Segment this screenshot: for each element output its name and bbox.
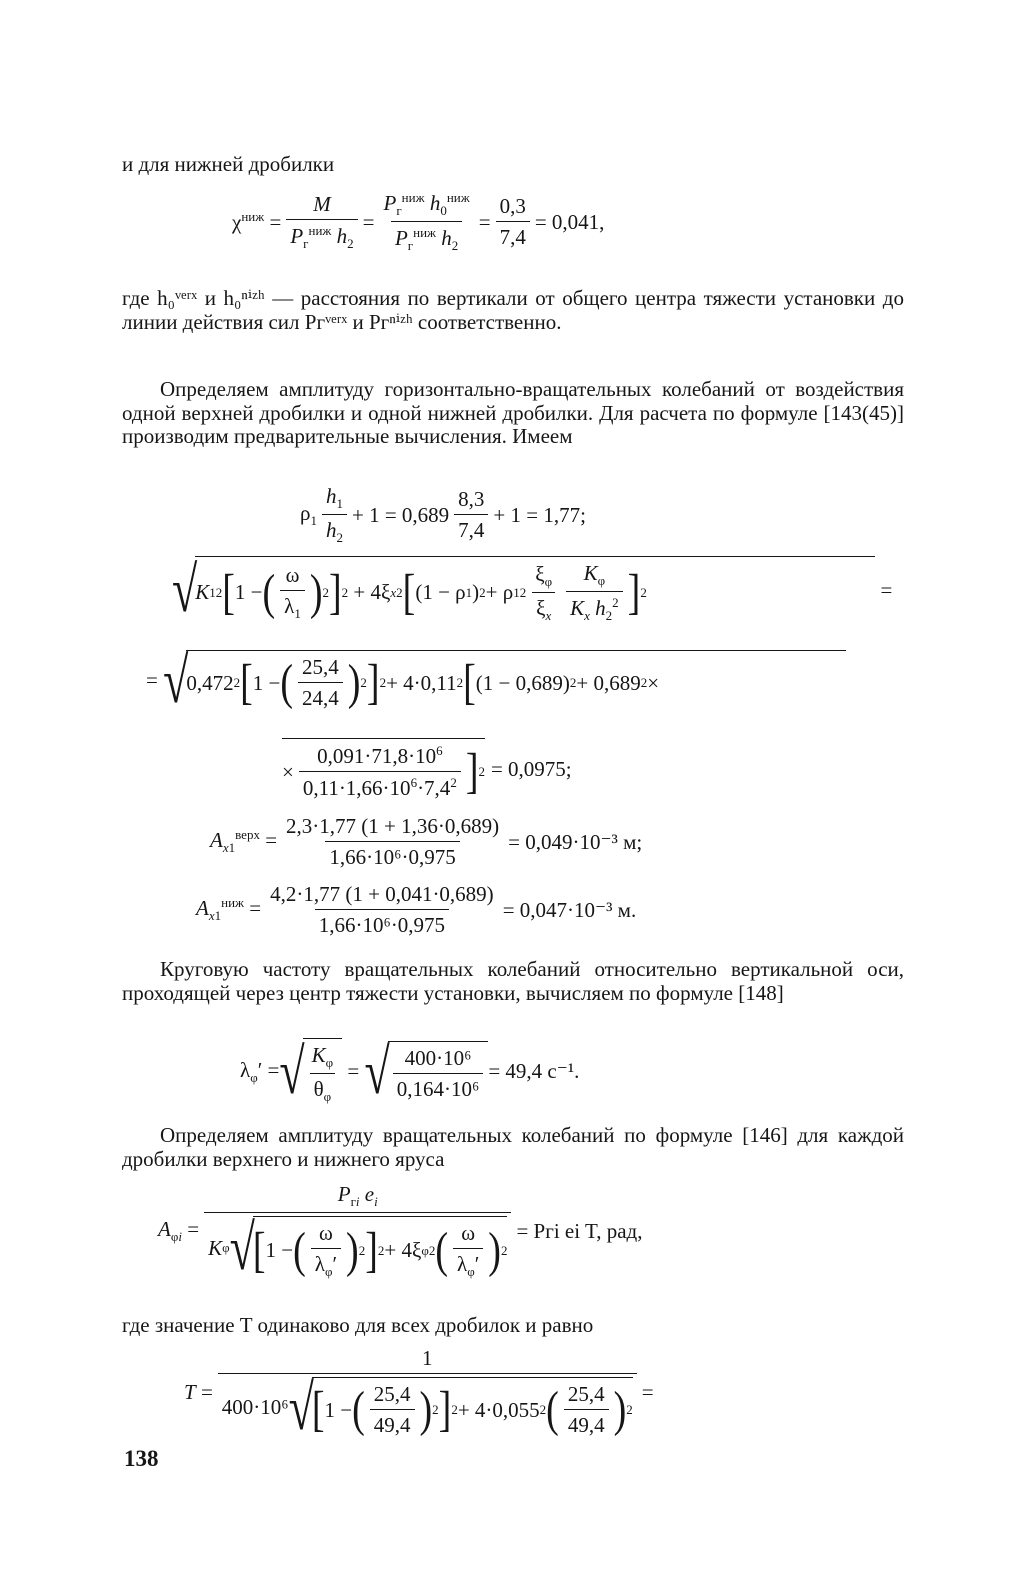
- sqrt-general-equation: √ K 1 2 [ 1 − ( $\frac{\omega}{\lambda_1}$ ) 2 ] 2 + 4ξ x 2 [ (1 − ρ 1 ) 2 + ρ 1 2 $\frac{\xi_\varphi}{\xi_x}$ $\frac{K_\varphi}{K_x h_2^2}$ ] 2 =: [172, 553, 893, 626]
- paragraph-4: где значение T одинаково для всех дробилок и равно: [122, 1313, 594, 1337]
- amplitude-rotational-equation: $A_{\varphi i}$ = $P_{гi}$ $e_i$ K φ √ [ 1 − ( $\frac{\omega}{\lambda_\varphi'}$ ) 2 ] 2 + 4ξ φ 2 ( $\frac{\omega}{\lambda_\varphi'}$ ) 2 = Pгi ei T, рад,: [158, 1182, 643, 1284]
- page-number: 138: [124, 1446, 159, 1471]
- chi-lower-equation: $\chi^{ниж}$ = $\frac{M}{P_г^{ниж} h_2}$ = $\frac{P_г^{ниж} h_0^{ниж}}{P_г^{ниж} h_2}$ = $\frac{0,3}{7,4}$ = 0,041,: [232, 190, 605, 254]
- lambda-equation: $\lambda_\varphi'$ = √ $\frac{K_\varphi}{\theta_\varphi}$ = √ $\frac{\text{400·10⁶}}{\text{0,164·10⁶}}$ = 49,4 с⁻¹.: [240, 1035, 580, 1107]
- amplitude-upper-equation: $A_{x1}^{верх}$ = $\frac{2,3\cdot 1,77 (1 + 1,36\cdot 0,689)}{\text{1,66·10⁶·0,975}}$ = 0,049·10⁻³ м;: [210, 814, 643, 869]
- intro-line: и для нижней дробилки: [122, 152, 335, 176]
- rho-equation: $\rho_1$ $\frac{h_1}{h_2}$ + 1 = 0,689 $\frac{8,3}{7,4}$ + 1 = 1,77;: [300, 484, 586, 546]
- sqrt-result: = 0,0975;: [490, 757, 572, 781]
- paragraph-3: Определяем амплитуду вращательных колебаний по формуле [146] для каждой дробилки верхнего и нижнего яруса: [122, 1123, 904, 1171]
- chi-result: = 0,041,: [534, 209, 605, 234]
- paragraph-1: Определяем амплитуду горизонтально-вращательных колебаний от воздействия одной верхней дробилки и одной нижней дробилки. Для расчета по формуле [143(45)] производим предварительные вычисления. Имеем: [122, 377, 904, 448]
- where-paragraph-1: где h₀ᵛᵉʳˣ и h₀ⁿⁱᶻʰ — расстояния по вертикали от общего центра тяжести установки до линии действия сил Pгᵛᵉʳˣ и Pгⁿⁱᶻʰ соответственно.: [122, 286, 904, 334]
- t-equation: T = 1 400·10⁶ √ [ 1 − ( $\frac{25,4}{49,4}$ ) 2 ] 2 + 4·0,055 2 ( $\frac{25,4}{49,4}$ ) 2 =: [184, 1346, 654, 1443]
- sqrt-numeric-continuation: × $\frac{0,091\cdot 71,8\cdot 10^6}{0,11\cdot 1,66\cdot 10^6\cdot 7,4^2}$ ] 2 = 0,0975;: [282, 738, 572, 801]
- sqrt-numeric-equation: = √ 0,472 2 [ 1 − ( $\frac{25,4}{24,4}$ ) 2 ] 2 + 4·0,11 2 [ (1 − 0,689) 2 + 0,689 2 ×: [146, 650, 846, 711]
- amplitude-lower-equation: $A_{x1}^{ниж}$ = $\frac{4,2\cdot 1,77 (1 + 0,041\cdot 0,689)}{\text{1,66·10⁶·0,975}}$ = 0,047·10⁻³ м.: [196, 882, 637, 937]
- paragraph-2: Круговую частоту вращательных колебаний относительно вертикальной оси, проходящей через центр тяжести установки, вычисляем по формуле [148]: [122, 957, 904, 1005]
